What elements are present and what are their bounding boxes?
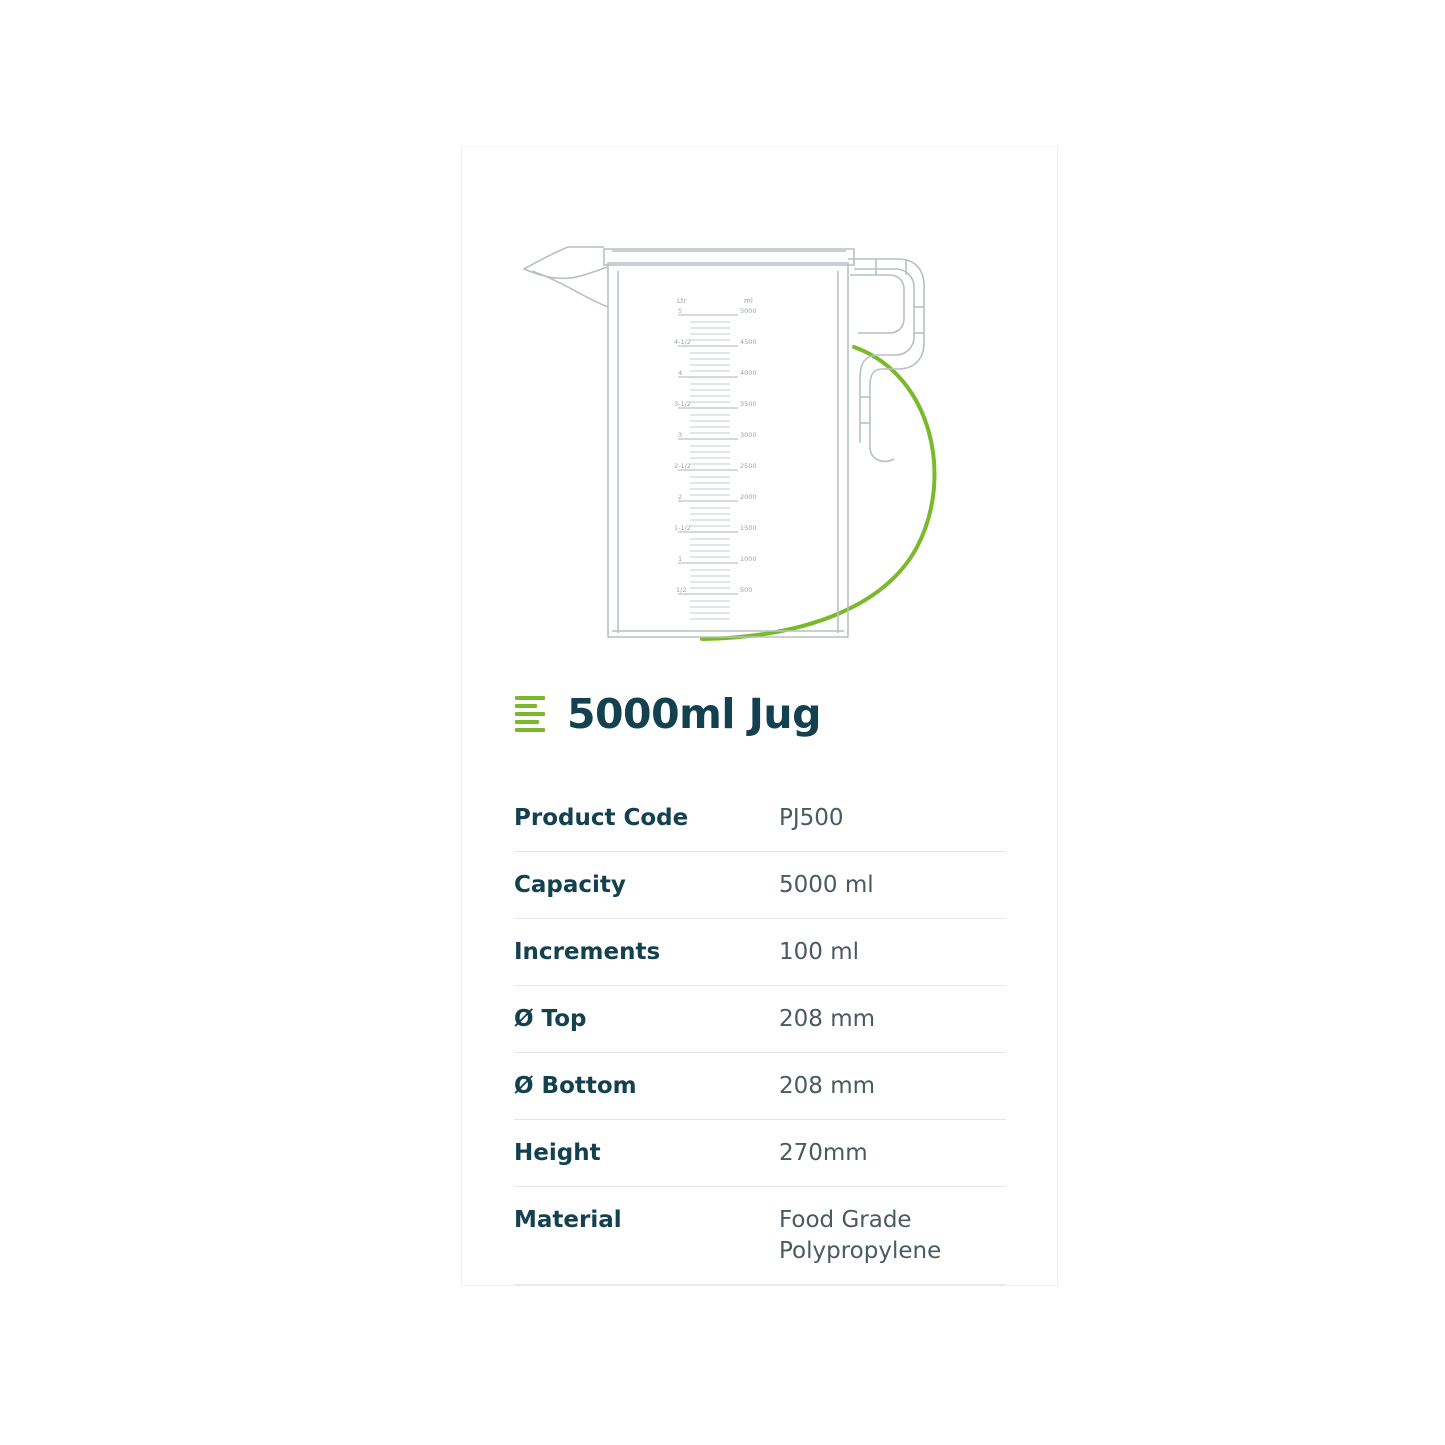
spec-value: 270mm <box>779 1140 868 1167</box>
table-row <box>514 1120 1006 1187</box>
spec-value: 5000 ml <box>779 872 874 899</box>
table-row <box>514 852 1006 919</box>
table-row <box>514 919 1006 986</box>
scale-header-left: Ltr <box>677 297 687 305</box>
table-row <box>514 785 1006 852</box>
product-illustration <box>462 147 1059 667</box>
scale-label-left: 2 <box>678 493 683 501</box>
spec-label: Capacity <box>514 872 626 899</box>
scale-header-right: ml <box>744 297 753 305</box>
scale-label-left: 3-1/2 <box>674 400 691 408</box>
spec-value: Food Grade Polypropylene <box>779 1207 942 1265</box>
scale-label-left: 1-1/2 <box>674 524 691 532</box>
scale-label-right: 500 <box>740 586 753 594</box>
spec-value: PJ500 <box>779 805 844 831</box>
graduation-scale <box>674 297 757 619</box>
scale-label-left: 3 <box>678 431 683 439</box>
spec-label: Height <box>514 1140 601 1167</box>
scale-label-right: 2500 <box>740 462 757 470</box>
green-accent-arc <box>702 347 934 639</box>
scale-label-right: 3000 <box>740 431 757 439</box>
scale-label-right: 1000 <box>740 555 757 563</box>
scale-label-left: 2-1/2 <box>674 462 691 470</box>
specifications-table <box>514 785 1006 1285</box>
page-title: 5000ml Jug <box>567 689 821 738</box>
scale-label-left: 1 <box>678 555 683 563</box>
scale-label-right: 1500 <box>740 524 757 532</box>
spec-value: 100 ml <box>779 939 860 966</box>
spec-label: Ø Top <box>514 1006 587 1033</box>
spec-value: 208 mm <box>779 1073 876 1100</box>
scale-label-right: 2000 <box>740 493 757 501</box>
table-row <box>514 1187 1006 1285</box>
spec-label: Increments <box>514 939 661 966</box>
product-title-row <box>515 689 821 738</box>
jug-handle <box>848 259 924 461</box>
scale-label-right: 4500 <box>740 338 757 346</box>
product-card <box>461 146 1058 1286</box>
scale-label-right: 4000 <box>740 369 757 377</box>
scale-label-left: 5 <box>678 307 683 315</box>
scale-label-left: 1/2 <box>676 586 687 594</box>
table-row <box>514 1053 1006 1120</box>
table-row <box>514 986 1006 1053</box>
scale-label-right: 3500 <box>740 400 757 408</box>
scale-label-left: 4 <box>678 369 683 377</box>
spec-label: Material <box>514 1207 622 1234</box>
scale-label-left: 4-1/2 <box>674 338 691 346</box>
spec-label: Product Code <box>514 805 689 831</box>
spec-value: 208 mm <box>779 1006 876 1033</box>
brand-lines-icon <box>515 692 549 736</box>
spec-label: Ø Bottom <box>514 1073 637 1100</box>
scale-label-right: 5000 <box>740 307 757 315</box>
